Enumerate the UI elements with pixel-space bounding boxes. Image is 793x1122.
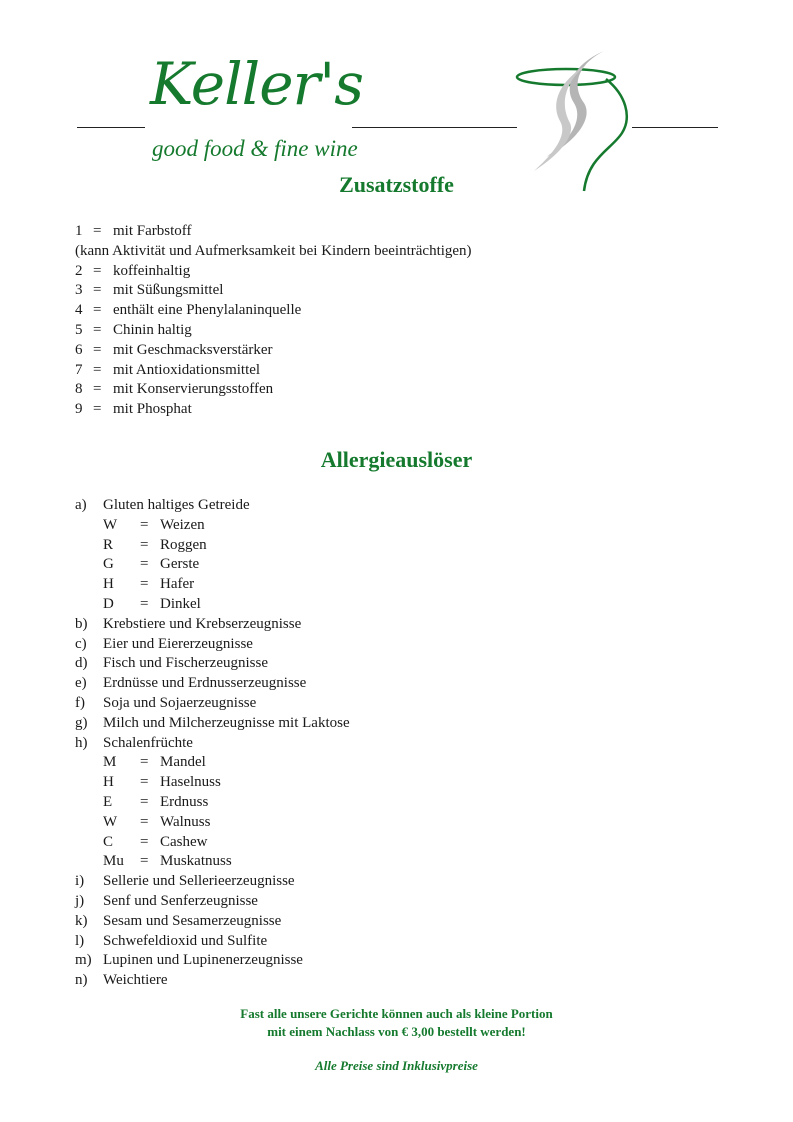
additives-title: Zusatzstoffe [339,172,454,197]
allergen-sub-code: H [103,576,114,593]
allergen-sub-equals: = [140,556,149,573]
additive-number: 1 [75,223,83,239]
allergen-sub-label: Muskatnuss [160,853,232,870]
allergen-sub-code: E [103,793,113,810]
allergen-sub-equals: = [140,576,149,593]
allergen-subitem [75,595,350,615]
allergen-letter: f) [75,694,85,711]
allergen-sub-code: W [103,813,118,830]
additive-equals: = [93,223,102,239]
allergen-label: Lupinen und Lupinenerzeugnisse [103,952,303,969]
allergen-label: Soja und Sojaerzeugnisse [103,694,257,711]
allergen-label: Schalenfrüchte [103,734,193,751]
allergen-letter: c) [75,635,87,652]
header-rule-middle [352,127,517,128]
additive-equals: = [93,321,102,338]
additive-label: mit Geschmacksverstärker [113,341,273,358]
additive-item [75,361,472,381]
additive-note [75,242,472,262]
allergen-sub-code: Mu [103,853,124,870]
header-rule-left [77,127,145,128]
additive-number: 5 [75,321,83,338]
header-rule-right [632,127,718,128]
additive-note-text: (kann Aktivität und Aufmerksamkeit bei Kindern beeinträchtigen) [75,242,472,259]
allergen-letter: a) [75,497,87,513]
additive-number: 3 [75,282,83,299]
allergen-subitem [75,516,350,536]
additive-label: mit Süßungsmittel [113,282,224,299]
allergen-subitem [75,536,350,556]
allergen-item [75,971,350,991]
allergen-item [75,496,350,516]
allergen-sub-label: Mandel [160,754,206,771]
allergen-sub-equals: = [140,774,149,791]
additive-label: mit Konservierungsstoffen [113,381,274,398]
allergen-letter: b) [75,615,88,632]
additive-item [75,321,472,341]
allergen-sub-code: H [103,774,114,791]
additive-number: 2 [75,262,83,279]
allergen-subitem [75,753,350,773]
allergen-item [75,932,350,952]
additive-equals: = [93,381,102,398]
allergen-item [75,674,350,694]
additive-label: enthält eine Phenylalaninquelle [113,302,302,319]
additive-item [75,341,472,361]
additive-item [75,301,472,321]
allergen-label: Krebstiere und Krebserzeugnisse [103,615,302,632]
allergen-letter: n) [75,972,88,989]
allergens-title: Allergieauslöser [320,447,473,472]
allergen-sub-code: W [103,516,118,533]
allergen-sub-equals: = [140,833,149,850]
allergen-sub-label: Cashew [160,833,208,850]
allergen-sub-label: Walnuss [160,813,211,830]
allergen-letter: l) [75,932,85,949]
header [0,0,793,200]
additive-label: mit Phosphat [113,401,192,418]
allergen-item [75,714,350,734]
footer-discount-note: mit einem Nachlass von € 3,00 bestellt werden! [267,1024,526,1039]
allergen-sub-label: Erdnuss [160,793,209,810]
allergen-sub-label: Hafer [160,576,195,593]
allergen-item [75,654,350,674]
allergen-item [75,892,350,912]
allergen-label: Sellerie und Sellerieerzeugnisse [103,873,295,890]
allergen-sub-equals: = [140,754,149,771]
allergen-sub-code: D [103,595,114,612]
additive-item [75,281,472,301]
allergen-letter: m) [75,952,92,969]
allergen-label: Senf und Senferzeugnisse [103,892,258,909]
allergen-subitem [75,852,350,872]
allergen-item [75,872,350,892]
allergen-sub-code: R [103,536,114,553]
additive-label: mit Farbstoff [113,223,192,239]
additives-list [75,222,472,420]
additive-number: 8 [75,381,83,398]
allergen-item [75,635,350,655]
allergen-sub-label: Gerste [160,556,200,573]
allergen-letter: k) [75,912,88,929]
allergen-sub-equals: = [140,853,149,870]
allergen-sub-equals: = [140,793,149,810]
additive-item [75,380,472,400]
brand-tagline: good food & fine wine [152,136,358,161]
allergen-sub-equals: = [140,516,149,533]
footer-price-note: Alle Preise sind Inklusivpreise [315,1058,478,1073]
allergen-sub-label: Roggen [160,536,207,553]
additive-number: 4 [75,302,83,319]
allergen-item [75,615,350,635]
allergen-item [75,694,350,714]
additive-item [75,262,472,282]
additive-equals: = [93,302,102,319]
allergen-letter: h) [75,734,88,751]
allergen-letter: j) [75,892,85,909]
allergen-sub-code: G [103,556,114,573]
additive-equals: = [93,361,102,378]
additive-equals: = [93,282,102,299]
allergen-sub-code: M [103,754,117,771]
allergen-sub-code: C [103,833,114,850]
allergen-subitem [75,793,350,813]
additive-equals: = [93,262,102,279]
allergen-label: Weichtiere [103,972,168,989]
allergen-sub-label: Weizen [160,516,205,533]
additive-equals: = [93,401,102,418]
allergen-sub-label: Dinkel [160,595,201,612]
additive-number: 6 [75,341,83,358]
allergen-item [75,912,350,932]
allergen-letter: g) [75,714,88,731]
allergen-letter: d) [75,655,88,672]
allergen-label: Fisch und Fischerzeugnisse [103,655,268,672]
allergen-subitem [75,773,350,793]
additive-label: koffeinhaltig [113,262,191,279]
allergen-sub-equals: = [140,536,149,553]
allergen-item [75,734,350,754]
allergen-subitem [75,813,350,833]
allergen-subitem [75,575,350,595]
additive-item [75,400,472,420]
additive-number: 9 [75,401,83,418]
allergen-sub-equals: = [140,813,149,830]
additive-item [75,222,472,242]
allergen-letter: i) [75,873,85,890]
additive-equals: = [93,341,102,358]
allergen-label: Milch und Milcherzeugnisse mit Laktose [103,714,350,731]
brand-name: Keller's [150,50,363,118]
allergens-list [75,496,350,991]
allergen-subitem [75,555,350,575]
allergen-subitem [75,833,350,853]
allergen-item [75,951,350,971]
allergen-letter: e) [75,675,87,692]
additive-number: 7 [75,361,83,378]
additive-label: Chinin haltig [113,321,192,338]
allergen-label: Gluten haltiges Getreide [103,497,250,513]
allergen-sub-label: Haselnuss [160,774,221,791]
allergen-label: Erdnüsse und Erdnusserzeugnisse [103,675,307,692]
additive-label: mit Antioxidationsmittel [113,361,261,378]
allergen-sub-equals: = [140,595,149,612]
allergen-label: Sesam und Sesamerzeugnisse [103,912,282,929]
footer-portion-note: Fast alle unsere Gerichte können auch als kleine Portion [240,1006,553,1021]
allergen-label: Eier und Eiererzeugnisse [103,635,253,652]
allergen-label: Schwefeldioxid und Sulfite [103,932,268,949]
